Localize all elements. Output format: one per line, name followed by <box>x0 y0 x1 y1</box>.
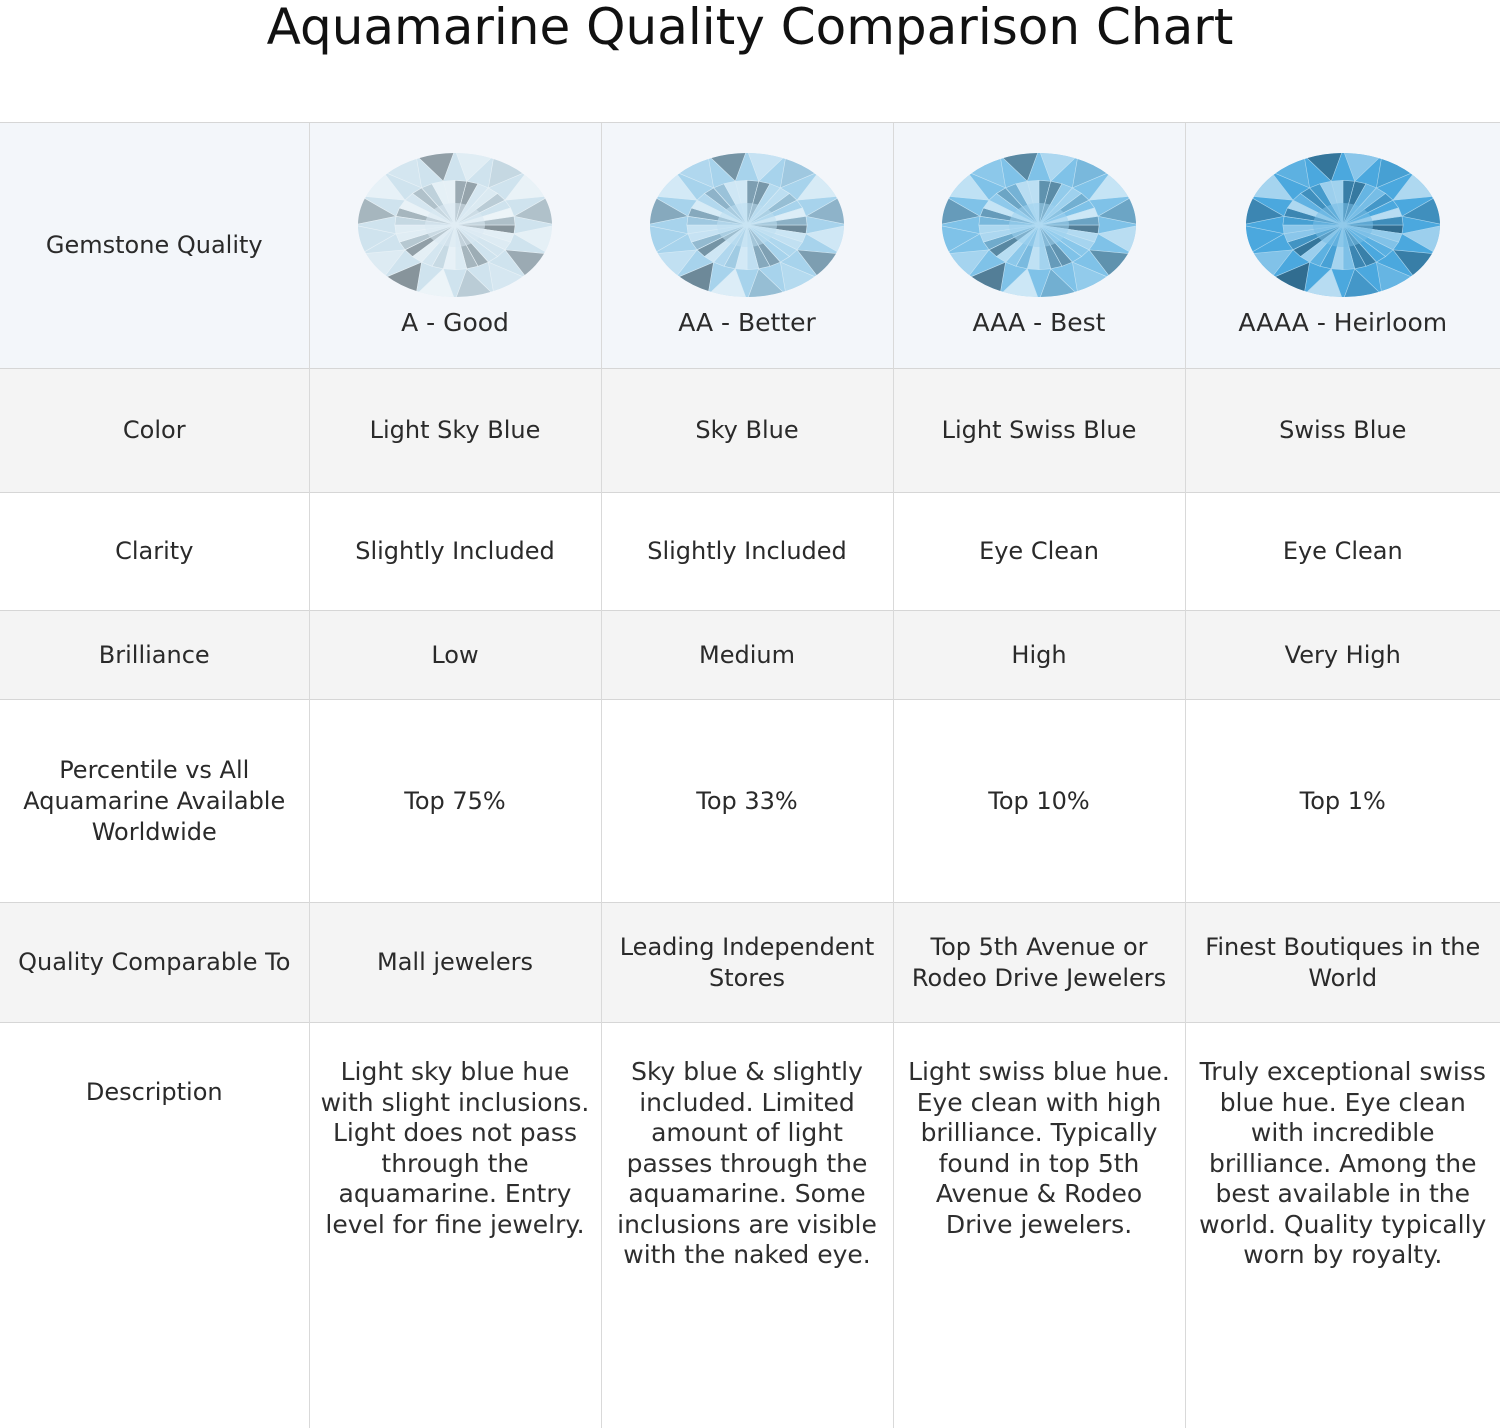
row-label-comparable: Quality Comparable To <box>0 903 309 1023</box>
comparable-text-aaa: Top 5th Avenue or Rodeo Drive Jewelers <box>894 932 1185 994</box>
row-label-brilliance: Brilliance <box>0 611 309 700</box>
aquamarine-a-gem-image <box>356 151 554 299</box>
clarity-row <box>0 493 1500 611</box>
row-label-clarity: Clarity <box>0 493 309 611</box>
comparable-cell-aa <box>601 903 893 1023</box>
brilliance-cell-aaaa: Very High <box>1185 611 1500 700</box>
color-cell-a: Light Sky Blue <box>309 369 601 493</box>
gemstone-quality-row <box>0 123 1500 369</box>
brilliance-cell-a: Low <box>309 611 601 700</box>
color-cell-aa: Sky Blue <box>601 369 893 493</box>
description-cell-aa <box>601 1023 893 1428</box>
comparable-text-aa: Leading Independent Stores <box>602 932 893 994</box>
description-text-a: Light sky blue hue with slight inclusions. Light does not pass through the aquamarine. Entry level for fine jewelry. <box>310 1023 601 1240</box>
grade-label-aaa: AAA - Best <box>894 307 1185 338</box>
color-cell-aaaa: Swiss Blue <box>1185 369 1500 493</box>
comparable-text-a: Mall jewelers <box>310 947 601 978</box>
quality-cell-aaa <box>893 123 1185 369</box>
row-label-percentile: Percentile vs All Aquamarine Available Worldwide <box>0 700 309 903</box>
description-text-aa: Sky blue & slightly included. Limited amount of light passes through the aquamarine. Some inclusions are visible with the naked eye. <box>602 1023 893 1271</box>
percentile-row <box>0 700 1500 903</box>
brilliance-row <box>0 611 1500 700</box>
clarity-cell-a: Slightly Included <box>309 493 601 611</box>
description-text-aaa: Light swiss blue hue. Eye clean with high brilliance. Typically found in top 5th Avenue & Rodeo Drive jewelers. <box>894 1023 1185 1240</box>
row-label-gemstone-quality: Gemstone Quality <box>0 123 309 369</box>
percentile-cell-a: Top 75% <box>309 700 601 903</box>
grade-label-aa: AA - Better <box>602 307 893 338</box>
aquamarine-aaaa-gem-image <box>1244 151 1442 299</box>
grade-label-a: A - Good <box>310 307 601 338</box>
quality-cell-aaaa <box>1185 123 1500 369</box>
chart-title: Aquamarine Quality Comparison Chart <box>0 0 1500 62</box>
row-label-description: Description <box>0 1023 309 1428</box>
description-text-aaaa: Truly exceptional swiss blue hue. Eye clean with incredible brilliance. Among the best available in the world. Quality typically worn by royalty. <box>1186 1023 1500 1271</box>
comparable-cell-a <box>309 903 601 1023</box>
brilliance-cell-aa: Medium <box>601 611 893 700</box>
row-label-color: Color <box>0 369 309 493</box>
description-cell-a <box>309 1023 601 1428</box>
description-row <box>0 1023 1500 1428</box>
comparable-text-aaaa: Finest Boutiques in the World <box>1186 932 1500 994</box>
comparable-cell-aaa <box>893 903 1185 1023</box>
clarity-cell-aa: Slightly Included <box>601 493 893 611</box>
aquamarine-aaa-gem-image <box>940 151 1138 299</box>
description-cell-aaaa <box>1185 1023 1500 1428</box>
color-cell-aaa: Light Swiss Blue <box>893 369 1185 493</box>
comparable-cell-aaaa <box>1185 903 1500 1023</box>
grade-label-aaaa: AAAA - Heirloom <box>1186 307 1500 338</box>
percentile-cell-aaaa: Top 1% <box>1185 700 1500 903</box>
description-cell-aaa <box>893 1023 1185 1428</box>
color-row <box>0 369 1500 493</box>
percentile-cell-aaa: Top 10% <box>893 700 1185 903</box>
aquamarine-aa-gem-image <box>648 151 846 299</box>
quality-cell-aa <box>601 123 893 369</box>
comparable-row <box>0 903 1500 1023</box>
brilliance-cell-aaa: High <box>893 611 1185 700</box>
clarity-cell-aaa: Eye Clean <box>893 493 1185 611</box>
quality-cell-a <box>309 123 601 369</box>
quality-comparison-table <box>0 122 1500 1428</box>
clarity-cell-aaaa: Eye Clean <box>1185 493 1500 611</box>
percentile-cell-aa: Top 33% <box>601 700 893 903</box>
